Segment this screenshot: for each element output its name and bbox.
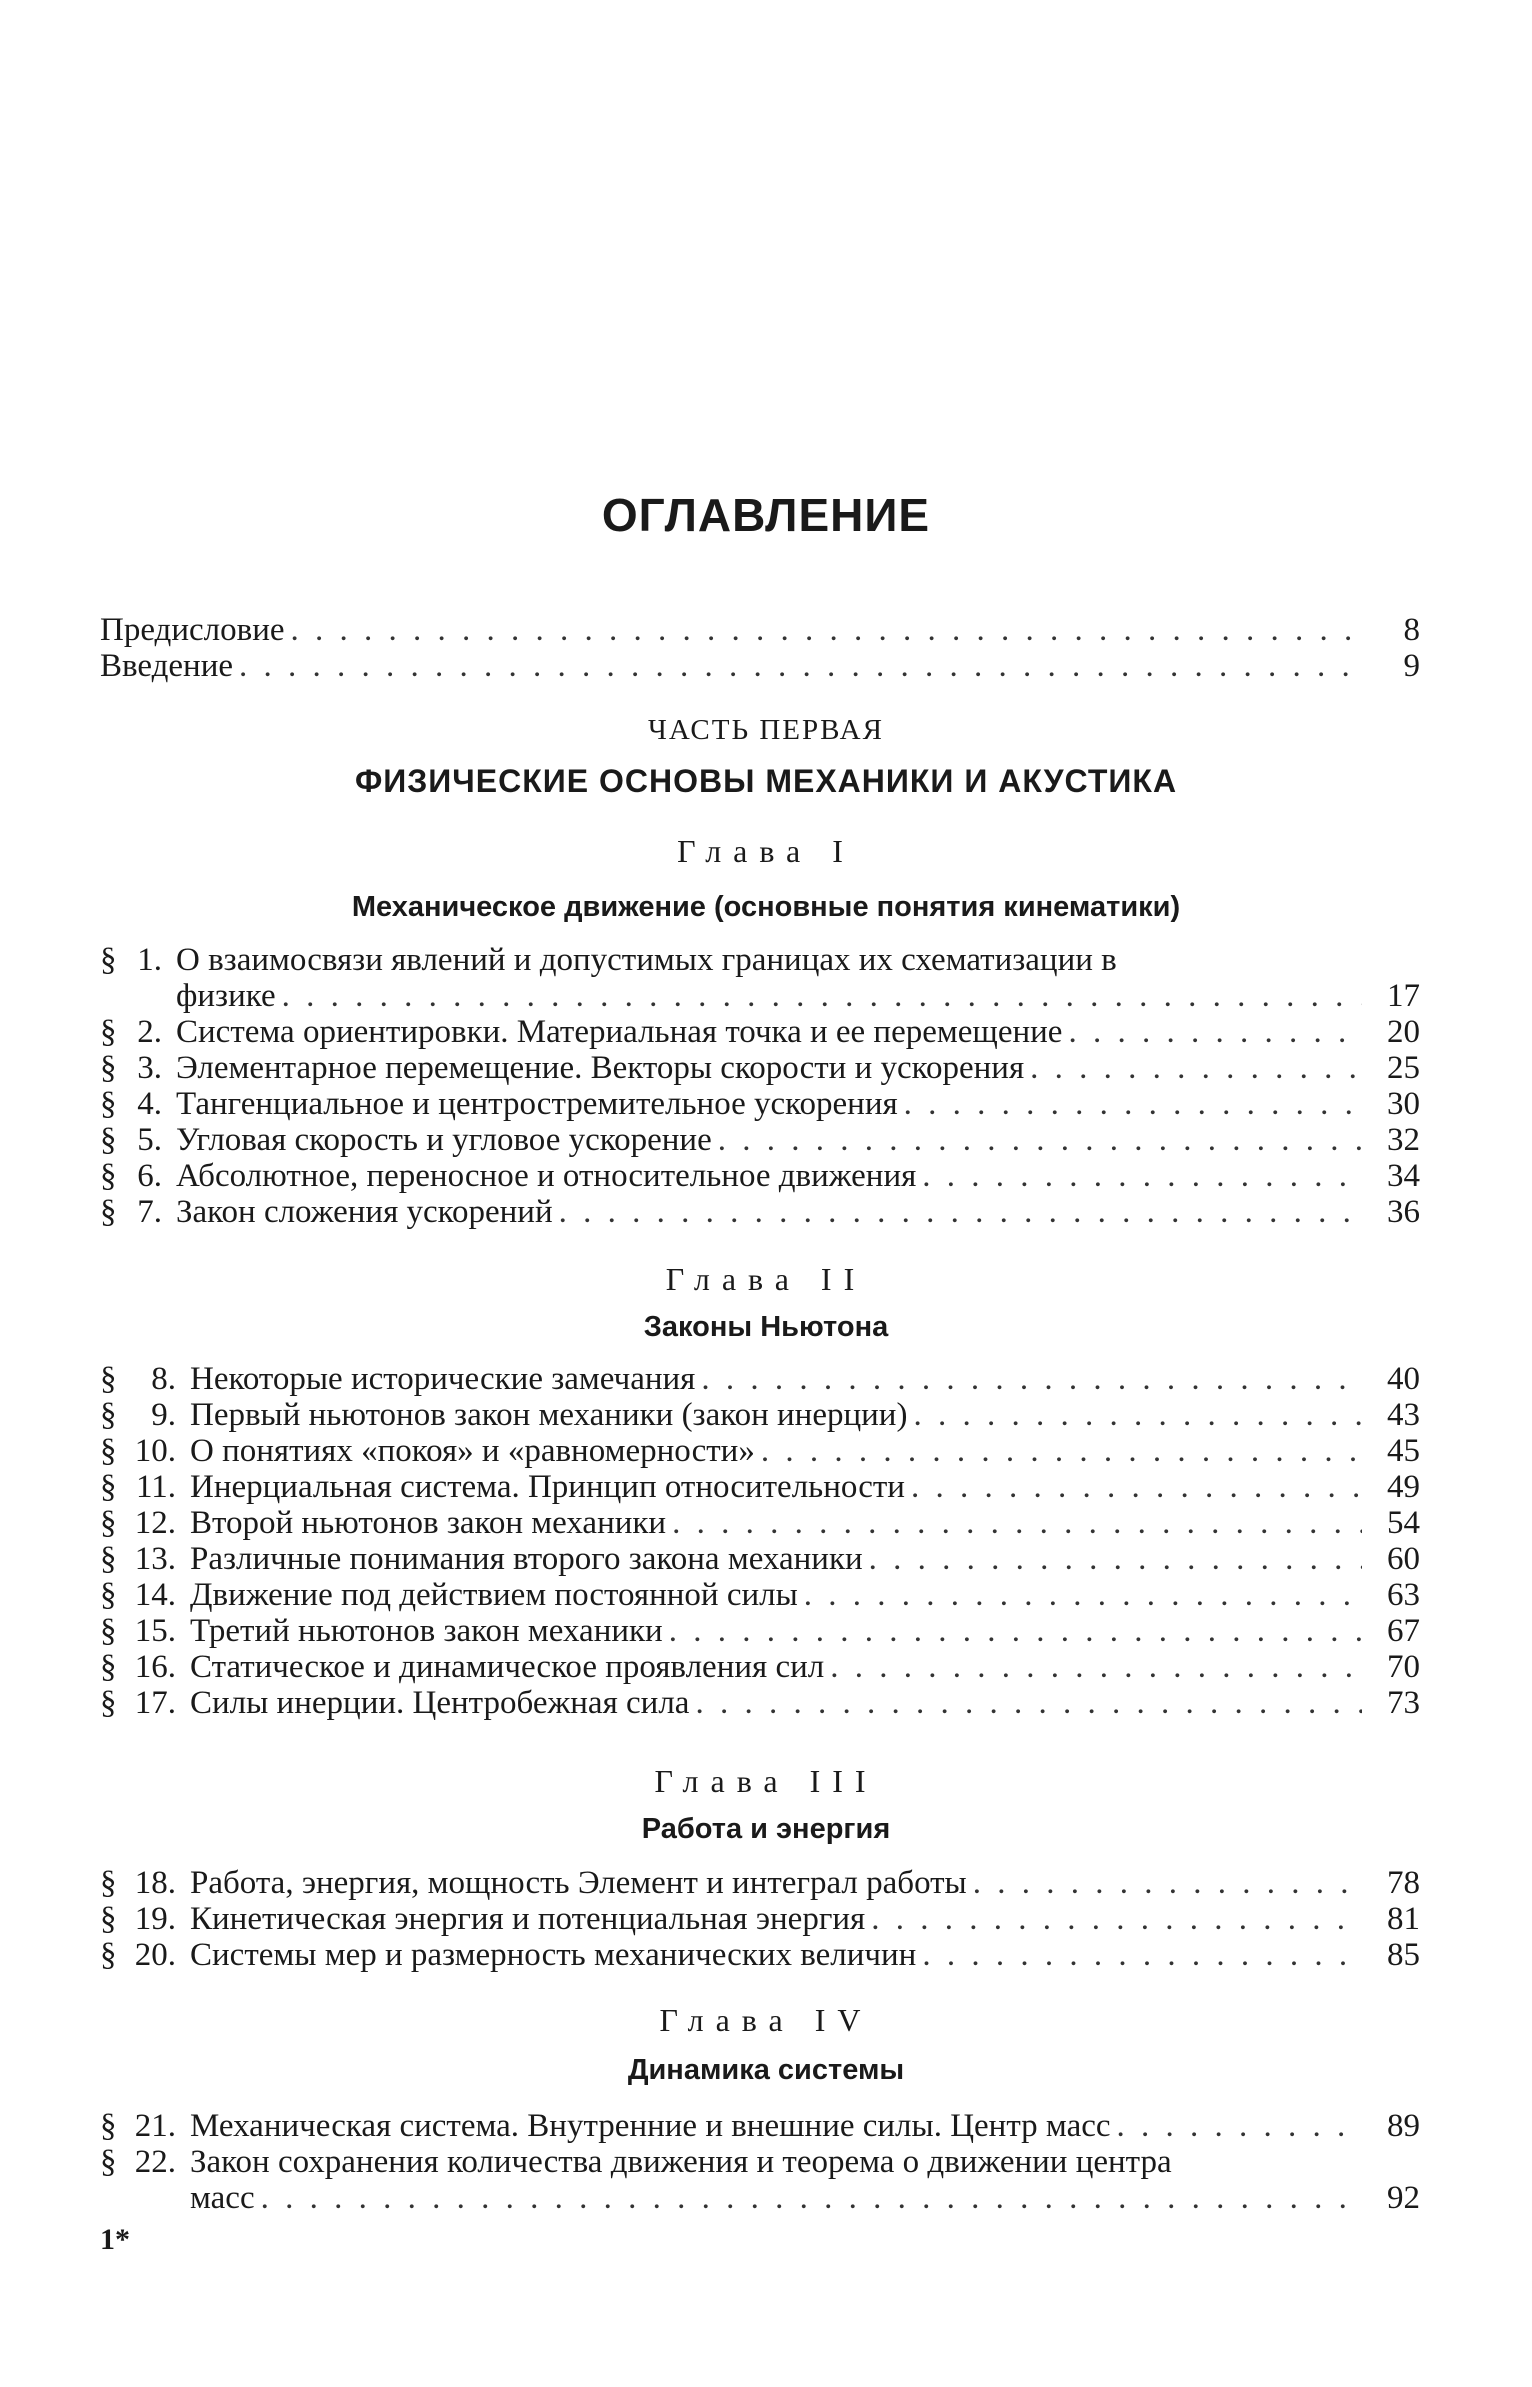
entry-page: 67 <box>1387 1613 1420 1649</box>
entry-label: Кинетическая энергия и потенциальная энергия <box>190 1901 866 1937</box>
section-sign: § <box>100 1613 117 1649</box>
dot-leader <box>830 1649 1362 1685</box>
chapter-4-entries <box>100 2108 1420 2216</box>
toc-entry[interactable] <box>100 1613 1420 1649</box>
entry-page: 36 <box>1387 1194 1420 1230</box>
entry-label: Второй ньютонов закон механики <box>190 1505 667 1541</box>
dot-leader <box>1117 2108 1362 2144</box>
entry-number: 7. <box>137 1194 162 1230</box>
entry-number: 9. <box>151 1397 176 1433</box>
section-sign: § <box>100 2108 117 2144</box>
entry-number: 6. <box>137 1158 162 1194</box>
entry-number: 17. <box>134 1685 176 1721</box>
dot-leader <box>559 1194 1362 1230</box>
toc-entry[interactable] <box>100 1050 1420 1086</box>
dot-leader <box>913 1397 1362 1433</box>
section-sign: § <box>100 1122 117 1158</box>
section-sign: § <box>100 1086 117 1122</box>
entry-page: 43 <box>1387 1397 1420 1433</box>
entry-label: Системы мер и размерность механических величин <box>190 1937 917 1973</box>
dot-leader <box>869 1541 1362 1577</box>
dot-leader <box>904 1086 1362 1122</box>
entry-number: 11. <box>135 1469 176 1505</box>
section-sign: § <box>100 2144 117 2180</box>
toc-entry[interactable] <box>100 1361 1420 1397</box>
page-title: ОГЛАВЛЕНИЕ <box>601 489 931 541</box>
entry-label: Работа, энергия, мощность Элемент и интеграл работы <box>190 1865 967 1901</box>
entry-page: 34 <box>1387 1158 1420 1194</box>
entry-label: Закон сохранения количества движения и теорема о движении центра <box>190 2144 1172 2180</box>
toc-entry[interactable] <box>100 1685 1420 1721</box>
entry-page: 32 <box>1387 1122 1420 1158</box>
toc-entry[interactable] <box>100 1469 1420 1505</box>
signature-mark: 1* <box>100 2223 130 2256</box>
section-sign: § <box>100 1050 117 1086</box>
entry-number: 3. <box>137 1050 162 1086</box>
section-sign: § <box>100 1577 117 1613</box>
entry-page: 92 <box>1387 2180 1420 2216</box>
chapter-3-entries <box>100 1865 1420 1973</box>
dot-leader <box>239 648 1362 684</box>
section-sign: § <box>100 1865 117 1901</box>
entry-page: 70 <box>1387 1649 1420 1685</box>
entry-page: 89 <box>1387 2108 1420 2144</box>
entry-page: 49 <box>1387 1469 1420 1505</box>
dot-leader <box>291 612 1363 648</box>
toc-entry[interactable] <box>100 1505 1420 1541</box>
toc-entry[interactable] <box>100 942 1420 978</box>
section-sign: § <box>100 1194 117 1230</box>
section-sign: § <box>100 1397 117 1433</box>
section-sign: § <box>100 1361 117 1397</box>
entry-number: 8. <box>151 1361 176 1397</box>
chapter-label: Глава IV <box>659 2002 873 2038</box>
dot-leader <box>804 1577 1362 1613</box>
dot-leader <box>261 2180 1362 2216</box>
entry-label: Третий ньютонов закон механики <box>190 1613 663 1649</box>
toc-entry-continuation[interactable] <box>100 2180 1420 2216</box>
entry-number: 22. <box>134 2144 176 2180</box>
entry-number: 21. <box>134 2108 176 2144</box>
chapter-label: Глава II <box>665 1261 867 1297</box>
entry-label: Силы инерции. Центробежная сила <box>190 1685 690 1721</box>
entry-number: 18. <box>134 1865 176 1901</box>
entry-label: Введение <box>100 648 234 684</box>
entry-page: 60 <box>1387 1541 1420 1577</box>
section-sign: § <box>100 1541 117 1577</box>
entry-number: 16. <box>134 1649 176 1685</box>
entry-page: 78 <box>1387 1865 1420 1901</box>
entry-page: 20 <box>1387 1014 1420 1050</box>
entry-number: 19. <box>134 1901 176 1937</box>
entry-number: 20. <box>134 1937 176 1973</box>
entry-label: Абсолютное, переносное и относительное движения <box>176 1158 917 1194</box>
entry-label: Элементарное перемещение. Векторы скорости и ускорения <box>176 1050 1025 1086</box>
entry-page: 9 <box>1403 648 1420 684</box>
section-sign: § <box>100 1649 117 1685</box>
toc-entry[interactable] <box>100 1014 1420 1050</box>
dot-leader <box>871 1901 1362 1937</box>
chapter-title: Работа и энергия <box>641 1813 891 1845</box>
entry-label: Различные понимания второго закона механики <box>190 1541 863 1577</box>
dot-leader <box>695 1685 1362 1721</box>
entry-label: Статическое и динамическое проявления сил <box>190 1649 825 1685</box>
toc-entry[interactable] <box>100 2144 1420 2180</box>
dot-leader <box>761 1433 1362 1469</box>
section-sign: § <box>100 1433 117 1469</box>
entry-page: 63 <box>1387 1577 1420 1613</box>
toc-entry[interactable] <box>100 1122 1420 1158</box>
dot-leader <box>922 1158 1362 1194</box>
toc-entry-continuation[interactable] <box>100 978 1420 1014</box>
chapter-title: Механическое движение (основные понятия кинематики) <box>351 891 1181 923</box>
section-sign: § <box>100 1937 117 1973</box>
entry-page: 8 <box>1403 612 1420 648</box>
section-sign: § <box>100 942 117 978</box>
chapter-2-entries <box>100 1361 1420 1721</box>
entry-number: 10. <box>134 1433 176 1469</box>
entry-number: 4. <box>137 1086 162 1122</box>
dot-leader <box>669 1613 1362 1649</box>
entry-number: 5. <box>137 1122 162 1158</box>
dot-leader <box>922 1937 1362 1973</box>
entry-label: Предисловие <box>100 612 285 648</box>
entry-number: 14. <box>134 1577 176 1613</box>
dot-leader <box>701 1361 1362 1397</box>
entry-number: 1. <box>137 942 162 978</box>
dot-leader <box>1068 1014 1362 1050</box>
entry-number: 13. <box>134 1541 176 1577</box>
entry-label: Первый ньютонов закон механики (закон инерции) <box>190 1397 908 1433</box>
entry-page: 30 <box>1387 1086 1420 1122</box>
entry-label: Механическая система. Внутренние и внешние силы. Центр масс <box>190 2108 1111 2144</box>
entry-page: 54 <box>1387 1505 1420 1541</box>
entry-label-continued: масс <box>190 2180 255 2216</box>
entry-page: 73 <box>1387 1685 1420 1721</box>
section-sign: § <box>100 1685 117 1721</box>
entry-page: 45 <box>1387 1433 1420 1469</box>
entry-label: Угловая скорость и угловое ускорение <box>176 1122 712 1158</box>
toc-entry[interactable] <box>100 1158 1420 1194</box>
toc-entry[interactable] <box>100 2108 1420 2144</box>
front-matter <box>100 612 1420 684</box>
chapter-label: Глава I <box>677 833 855 869</box>
entry-page: 25 <box>1387 1050 1420 1086</box>
dot-leader <box>1030 1050 1362 1086</box>
toc-entry[interactable] <box>100 1865 1420 1901</box>
entry-number: 2. <box>137 1014 162 1050</box>
dot-leader <box>672 1505 1362 1541</box>
entry-number: 15. <box>134 1613 176 1649</box>
section-sign: § <box>100 1158 117 1194</box>
part-kicker: ЧАСТЬ ПЕРВАЯ <box>648 714 884 746</box>
entry-number: 12. <box>134 1505 176 1541</box>
dot-leader <box>718 1122 1362 1158</box>
toc-entry[interactable] <box>100 1541 1420 1577</box>
section-sign: § <box>100 1901 117 1937</box>
entry-label-continued: физике <box>176 978 276 1014</box>
toc-entry[interactable] <box>100 612 1420 648</box>
entry-page: 17 <box>1387 978 1420 1014</box>
toc-entry[interactable] <box>100 1649 1420 1685</box>
toc-entry[interactable] <box>100 1577 1420 1613</box>
toc-entry[interactable] <box>100 648 1420 684</box>
chapter-label: Глава III <box>654 1763 878 1799</box>
toc-entry[interactable] <box>100 1433 1420 1469</box>
toc-entry[interactable] <box>100 1086 1420 1122</box>
entry-label: О взаимосвязи явлений и допустимых границах их схематизации в <box>176 942 1117 978</box>
section-sign: § <box>100 1014 117 1050</box>
toc-entry[interactable] <box>100 1901 1420 1937</box>
part-title: ФИЗИЧЕСКИЕ ОСНОВЫ МЕХАНИКИ И АКУСТИКА <box>354 763 1178 799</box>
entry-label: Система ориентировки. Материальная точка и ее перемещение <box>176 1014 1063 1050</box>
dot-leader <box>282 978 1362 1014</box>
entry-page: 85 <box>1387 1937 1420 1973</box>
chapter-title: Динамика системы <box>627 2054 905 2086</box>
chapter-1-entries <box>100 942 1420 1230</box>
dot-leader <box>911 1469 1362 1505</box>
dot-leader <box>973 1865 1362 1901</box>
entry-label: Тангенциальное и центростремительное ускорения <box>176 1086 898 1122</box>
toc-entry[interactable] <box>100 1937 1420 1973</box>
chapter-title: Законы Ньютона <box>643 1311 889 1343</box>
entry-label: Некоторые исторические замечания <box>190 1361 696 1397</box>
entry-label: Движение под действием постоянной силы <box>190 1577 798 1613</box>
entry-page: 40 <box>1387 1361 1420 1397</box>
entry-label: Закон сложения ускорений <box>176 1194 553 1230</box>
toc-entry[interactable] <box>100 1194 1420 1230</box>
section-sign: § <box>100 1469 117 1505</box>
toc-entry[interactable] <box>100 1397 1420 1433</box>
entry-page: 81 <box>1387 1901 1420 1937</box>
entry-label: Инерциальная система. Принцип относительности <box>190 1469 905 1505</box>
entry-label: О понятиях «покоя» и «равномерности» <box>190 1433 755 1469</box>
section-sign: § <box>100 1505 117 1541</box>
